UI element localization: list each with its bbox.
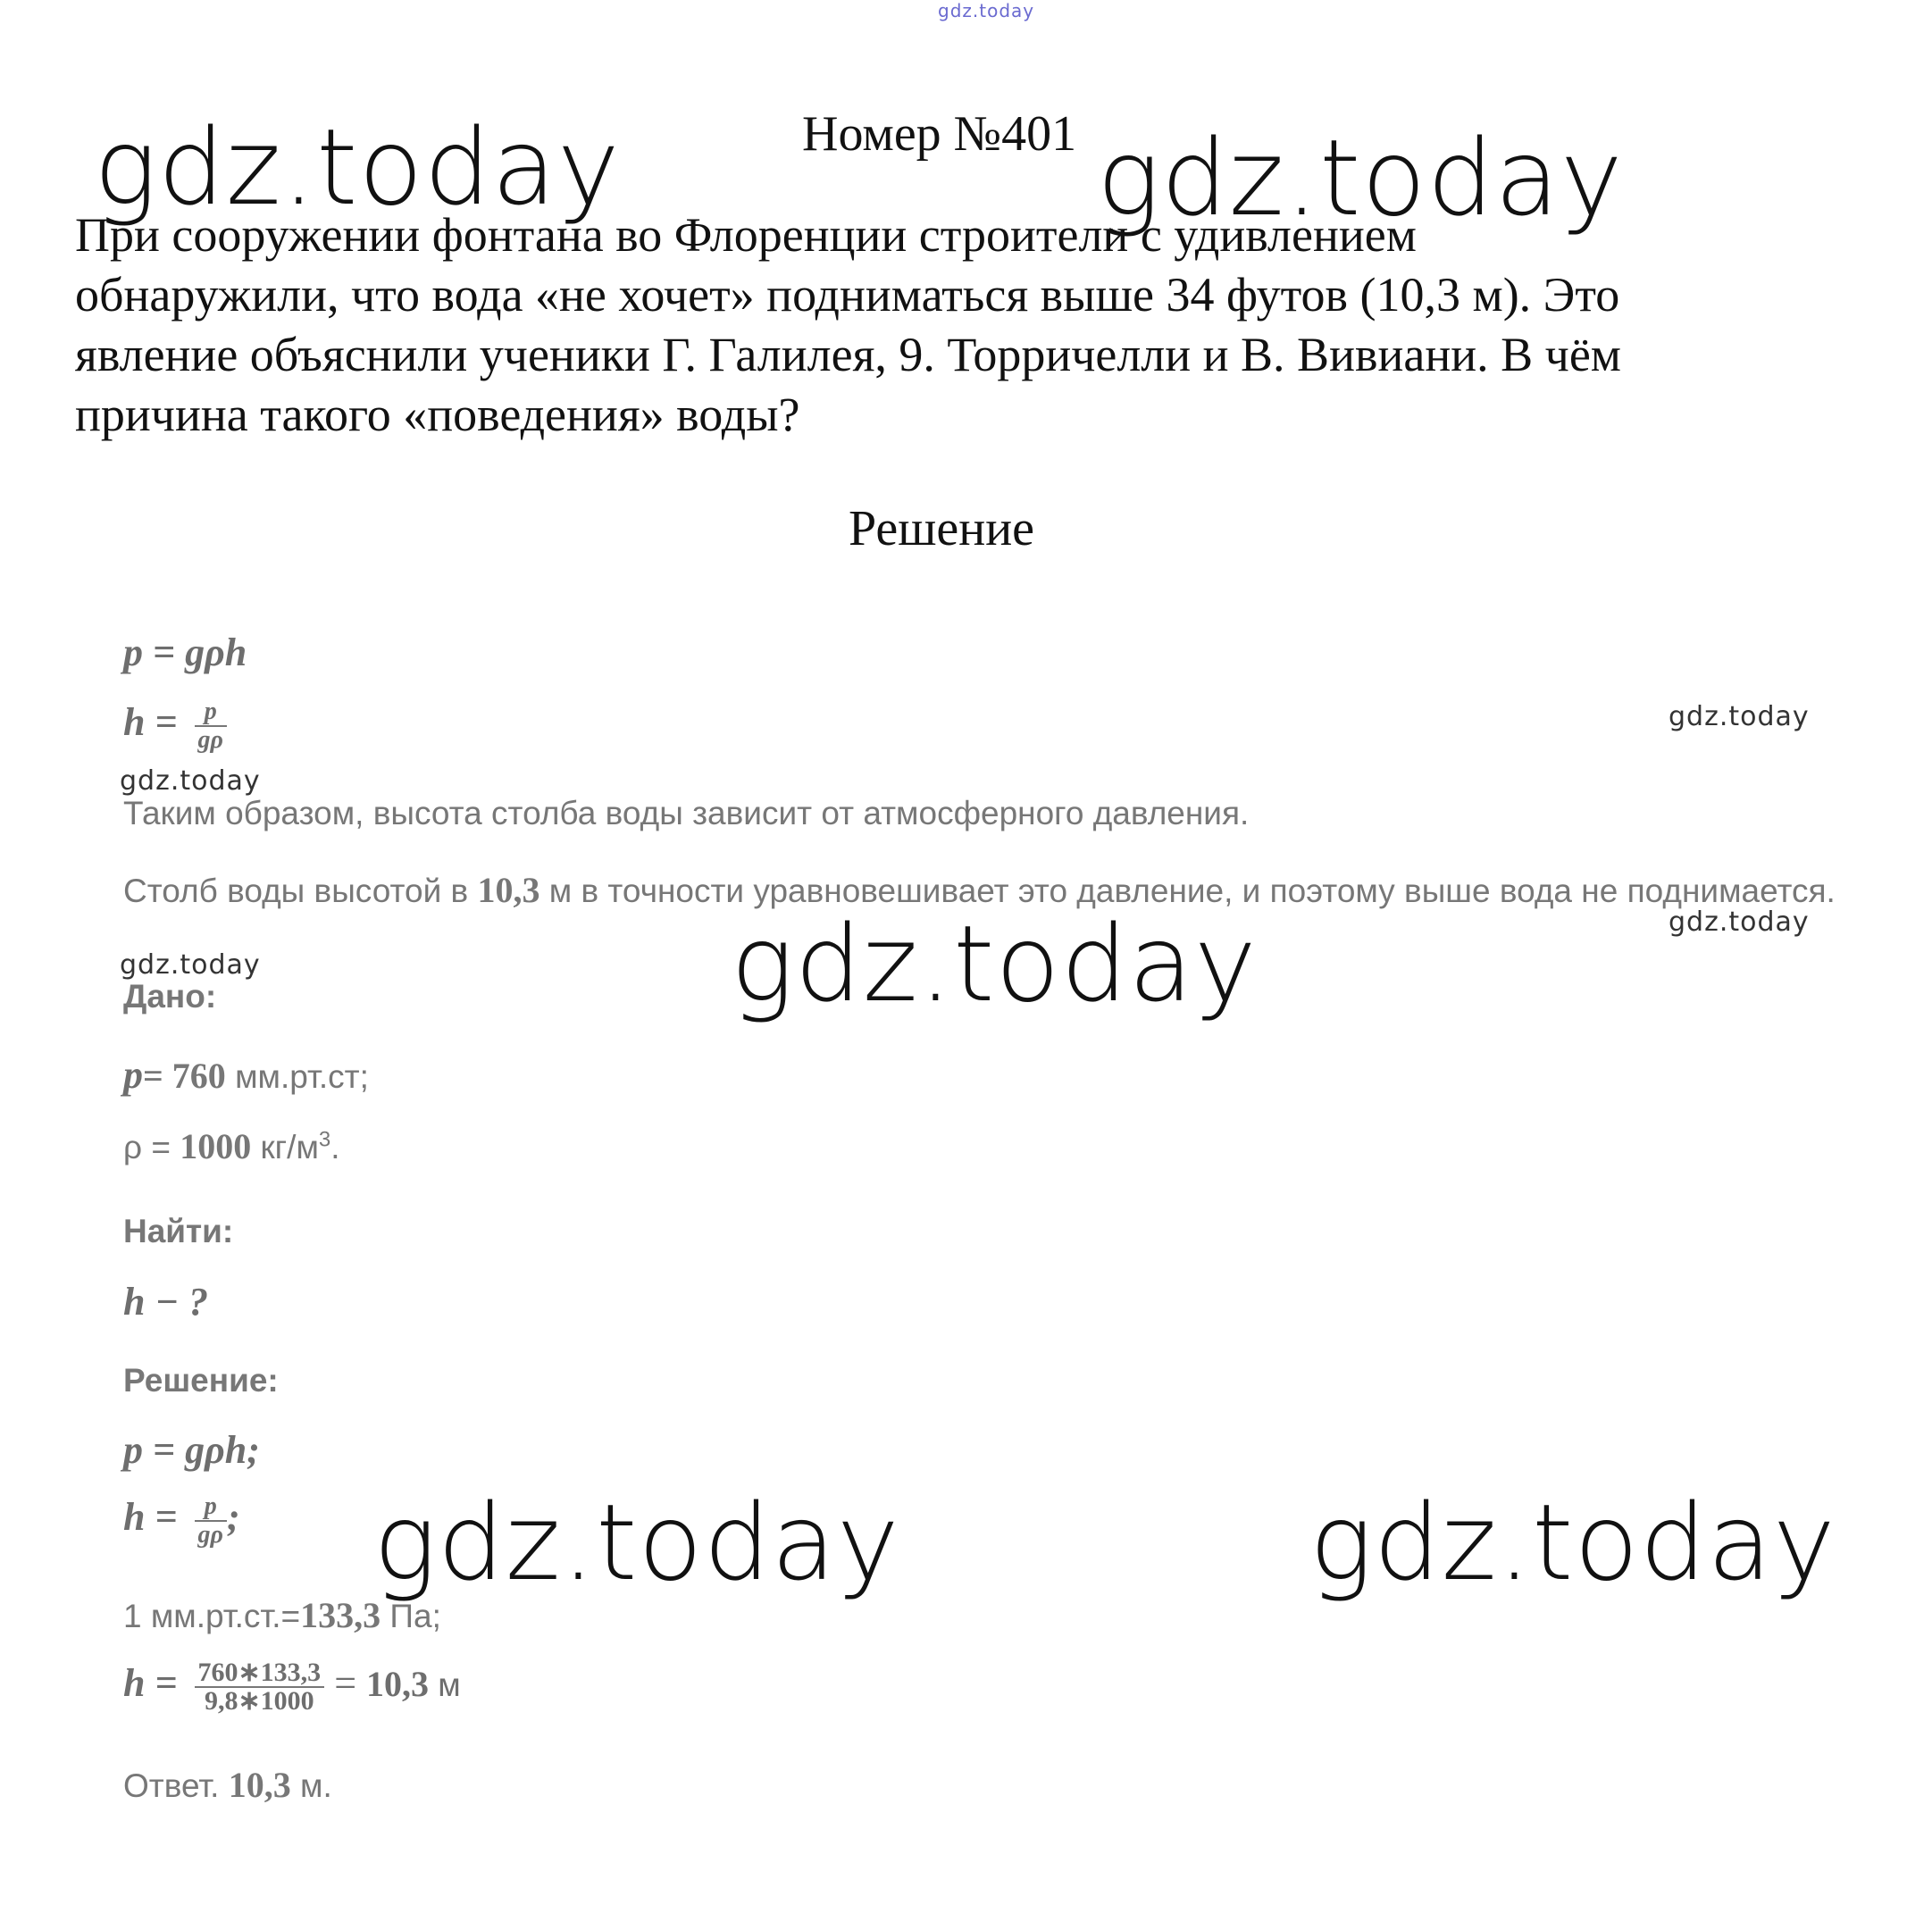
- problem-line: обнаружили, что вода «не хочет» подниматься выше 34 футов (10,3 м). Это: [75, 268, 1620, 322]
- fraction-denominator: gρ: [197, 1521, 223, 1549]
- symbol-p: p: [123, 1053, 143, 1097]
- explanation-text: Столб воды высотой в: [123, 873, 478, 909]
- watermark-large: gdz.today: [94, 105, 621, 229]
- calculation-result: 10,3: [366, 1664, 430, 1705]
- solve-formula-height: [123, 1493, 240, 1549]
- problem-line: При сооружении фонтана во Флоренции строители с удивлением: [75, 208, 1417, 262]
- given-density: [123, 1125, 340, 1167]
- fraction-denominator: gρ: [197, 726, 223, 754]
- solution-heading: Решение: [849, 501, 1035, 556]
- equals: =: [324, 1661, 367, 1706]
- fraction-numerator: 760∗133,3: [195, 1659, 325, 1688]
- explanation-value: 10,3: [477, 870, 540, 910]
- formula-lhs: h =: [123, 1495, 178, 1540]
- given-pressure-unit: мм.рт.ст;: [225, 1058, 369, 1095]
- conversion-line: [123, 1594, 441, 1636]
- problem-statement: [75, 205, 1861, 445]
- explanation-line: [123, 869, 1836, 911]
- given-label: Дано:: [123, 978, 217, 1015]
- page-title: Номер №401: [802, 106, 1077, 162]
- conversion-value: 133,3: [300, 1595, 381, 1635]
- answer-value: 10,3: [228, 1765, 291, 1805]
- watermark-large: gdz.today: [373, 1481, 900, 1604]
- problem-line: причина такого «поведения» воды?: [75, 388, 800, 441]
- calculation-line: [123, 1659, 461, 1715]
- watermark-large: gdz.today: [731, 902, 1258, 1025]
- given-density-unit: кг/м: [251, 1129, 319, 1165]
- explanation-line: Таким образом, высота столба воды зависит от атмосферного давления.: [123, 795, 1250, 831]
- watermark-large: gdz.today: [1309, 1481, 1836, 1604]
- exponent: 3: [318, 1127, 331, 1152]
- formula-lhs: h =: [123, 1661, 178, 1706]
- find-value: h − ?: [123, 1280, 209, 1324]
- period: .: [330, 1129, 340, 1165]
- answer-line: [123, 1764, 332, 1806]
- watermark-small: gdz.today: [1669, 906, 1810, 938]
- given-pressure-value: = 760: [143, 1056, 226, 1096]
- watermark-small: gdz.today: [120, 949, 261, 981]
- problem-line: явление объяснили ученики Г. Галилея, 9. Торричелли и В. Вивиани. В чём: [75, 328, 1621, 381]
- find-label: Найти:: [123, 1213, 234, 1249]
- fraction: [195, 1493, 227, 1549]
- formula-pressure: p = gρh: [123, 631, 247, 674]
- solve-label: Решение:: [123, 1362, 279, 1399]
- watermark-small: gdz.today: [120, 765, 261, 797]
- answer-unit: м.: [290, 1767, 332, 1804]
- fraction-numerator: p: [195, 698, 227, 727]
- solve-formula-pressure: p = gρh;: [123, 1428, 260, 1472]
- conversion-text: 1 мм.рт.ст.=: [123, 1598, 301, 1634]
- symbol-rho: ρ =: [123, 1129, 180, 1165]
- fraction: [195, 1659, 325, 1715]
- calculation-unit: м: [429, 1667, 461, 1704]
- watermark-small: gdz.today: [1669, 701, 1810, 732]
- given-pressure: [123, 1052, 369, 1098]
- fraction-denominator: 9,8∗1000: [205, 1686, 314, 1716]
- conversion-unit: Па;: [381, 1598, 441, 1634]
- watermark-large: gdz.today: [1097, 116, 1624, 239]
- fraction-numerator: p: [195, 1493, 227, 1522]
- given-density-value: 1000: [180, 1126, 252, 1166]
- formula-lhs: h =: [123, 700, 178, 745]
- fraction: [195, 698, 227, 754]
- formula-height: [123, 698, 227, 754]
- answer-label: Ответ.: [123, 1767, 229, 1804]
- semicolon: ;: [226, 1495, 240, 1540]
- explanation-text: м в точности уравновешивает это давление, и поэтому выше вода не поднимается.: [539, 873, 1836, 909]
- watermark-top: gdz.today: [938, 0, 1035, 21]
